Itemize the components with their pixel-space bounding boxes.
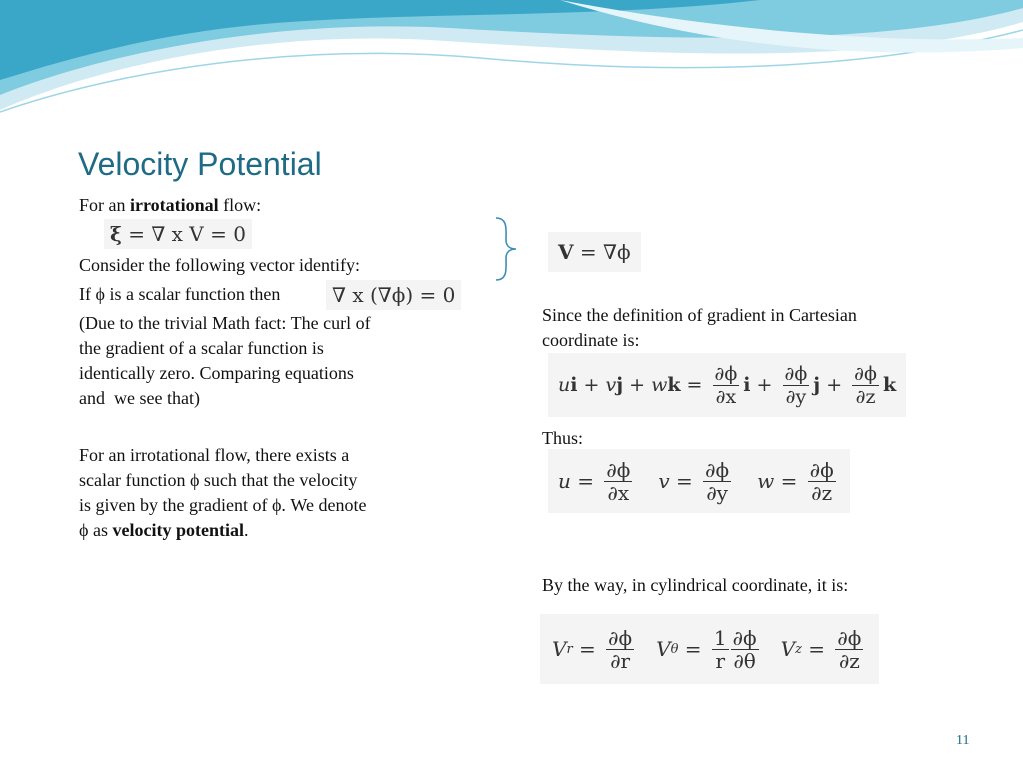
consider-line: Consider the following vector identify: bbox=[79, 255, 360, 275]
eq-i: i bbox=[570, 374, 578, 396]
eq-j: j bbox=[813, 374, 821, 396]
eq-equals: = bbox=[774, 469, 804, 493]
fraction-dphi-dy bbox=[783, 363, 810, 408]
eq-plus: + bbox=[623, 374, 652, 396]
cylindrical-intro: By the way, in cylindrical coordinate, it is: bbox=[542, 575, 849, 595]
eq-u: u bbox=[558, 374, 571, 396]
eq-equals: = bbox=[680, 374, 709, 396]
frac-num: 1 bbox=[713, 625, 727, 650]
eq-u: u bbox=[558, 469, 571, 493]
fraction-dphi-dtheta bbox=[731, 627, 759, 672]
note-line: (Due to the trivial Math fact: The curl of bbox=[79, 313, 371, 333]
eq-plus: + bbox=[750, 374, 779, 396]
eq-v-r: V bbox=[552, 637, 567, 661]
fraction-dphi-dx bbox=[713, 363, 740, 408]
intro-prefix: For an bbox=[79, 195, 130, 215]
header-wave-decoration bbox=[0, 0, 1023, 120]
eq-vorticity-rest: = ∇ x V = 0 bbox=[121, 222, 246, 246]
fraction-dphi-dz bbox=[852, 363, 879, 408]
equation-cylindrical bbox=[540, 614, 879, 684]
intro-bold: irrotational bbox=[130, 195, 219, 215]
frac-num: ∂ϕ bbox=[854, 362, 877, 385]
eq-v-theta: V bbox=[656, 637, 671, 661]
eq-equals: = bbox=[669, 469, 700, 493]
frac-den: ∂x bbox=[607, 480, 630, 505]
eq-v: V bbox=[558, 240, 574, 264]
if-line: If ϕ is a scalar function then bbox=[79, 284, 281, 304]
frac-num: ∂ϕ bbox=[784, 362, 808, 385]
para-line: scalar function ϕ such that the velocity bbox=[79, 470, 358, 490]
frac-num: ∂ϕ bbox=[714, 362, 738, 385]
para-last-suffix: . bbox=[243, 520, 249, 540]
para-line bbox=[79, 518, 366, 543]
since-line: Since the definition of gradient in Cartesian bbox=[542, 305, 857, 325]
para-line: For an irrotational flow, there exists a bbox=[79, 445, 350, 465]
note-line: identically zero. Comparing equations bbox=[79, 363, 354, 383]
eq-w: w bbox=[651, 374, 668, 396]
frac-num: ∂ϕ bbox=[809, 457, 834, 482]
fraction-dphi-dr bbox=[606, 627, 634, 672]
slide-title: Velocity Potential bbox=[78, 146, 322, 182]
note-line: and we see that) bbox=[79, 388, 200, 408]
frac-den: ∂y bbox=[785, 385, 807, 408]
eq-equals: = bbox=[572, 637, 603, 661]
frac-den: ∂θ bbox=[733, 648, 756, 673]
right-brace-icon bbox=[494, 216, 520, 282]
frac-num: ∂ϕ bbox=[732, 625, 757, 650]
note-line: the gradient of a scalar function is bbox=[79, 338, 324, 358]
eq-w: w bbox=[757, 469, 775, 493]
frac-den: ∂z bbox=[838, 648, 860, 673]
since-paragraph bbox=[542, 303, 857, 353]
frac-num: ∂ϕ bbox=[606, 457, 631, 482]
equation-components bbox=[548, 449, 850, 513]
frac-num: ∂ϕ bbox=[705, 457, 730, 482]
frac-den: r bbox=[715, 648, 726, 673]
equation-cartesian-gradient bbox=[548, 353, 906, 417]
equation-identity bbox=[326, 280, 461, 310]
eq-plus: + bbox=[577, 374, 606, 396]
page-number: 11 bbox=[956, 733, 970, 748]
equation-gradient bbox=[548, 232, 641, 272]
sub-r: r bbox=[566, 641, 573, 657]
note-paragraph bbox=[79, 311, 371, 411]
eq-j: j bbox=[616, 374, 624, 396]
intro-line bbox=[79, 193, 261, 218]
frac-den: ∂x bbox=[715, 385, 737, 408]
fraction-dphi-dy bbox=[703, 459, 731, 504]
para-last-bold: velocity potential bbox=[112, 520, 244, 540]
eq-k: k bbox=[667, 374, 681, 396]
eq-equals: = bbox=[570, 469, 601, 493]
fraction-dphi-dz bbox=[835, 627, 863, 672]
eq-equals: = bbox=[678, 637, 708, 661]
eq-xi: ξ bbox=[110, 222, 122, 246]
para-last-prefix: ϕ as bbox=[79, 520, 113, 540]
frac-den: ∂y bbox=[706, 480, 728, 505]
eq-gradient-rest: = ∇ϕ bbox=[573, 240, 631, 264]
para-line: is given by the gradient of ϕ. We denote bbox=[79, 495, 367, 515]
frac-den: ∂z bbox=[855, 385, 876, 408]
equation-vorticity bbox=[104, 219, 252, 249]
eq-v-z: V bbox=[780, 637, 796, 661]
eq-plus: + bbox=[820, 374, 849, 396]
eq-v-lower: v bbox=[658, 469, 670, 493]
thus-label: Thus: bbox=[542, 428, 584, 448]
frac-num: ∂ϕ bbox=[608, 625, 633, 650]
since-line: coordinate is: bbox=[542, 330, 640, 350]
frac-num: ∂ϕ bbox=[837, 625, 862, 650]
frac-den: ∂z bbox=[811, 480, 833, 505]
potential-paragraph bbox=[79, 443, 366, 543]
frac-den: ∂r bbox=[610, 648, 631, 673]
fraction-one-over-r bbox=[712, 627, 729, 672]
fraction-dphi-dx bbox=[604, 459, 632, 504]
eq-i: i bbox=[743, 374, 751, 396]
eq-equals: = bbox=[801, 637, 832, 661]
intro-suffix: flow: bbox=[218, 195, 262, 215]
eq-identity-text: ∇ x (∇ϕ) = 0 bbox=[332, 283, 456, 307]
sub-theta: θ bbox=[670, 641, 679, 657]
eq-v-lower: v bbox=[605, 374, 617, 396]
fraction-dphi-dz bbox=[808, 459, 836, 504]
sub-z: z bbox=[795, 641, 802, 657]
eq-k: k bbox=[882, 374, 897, 396]
